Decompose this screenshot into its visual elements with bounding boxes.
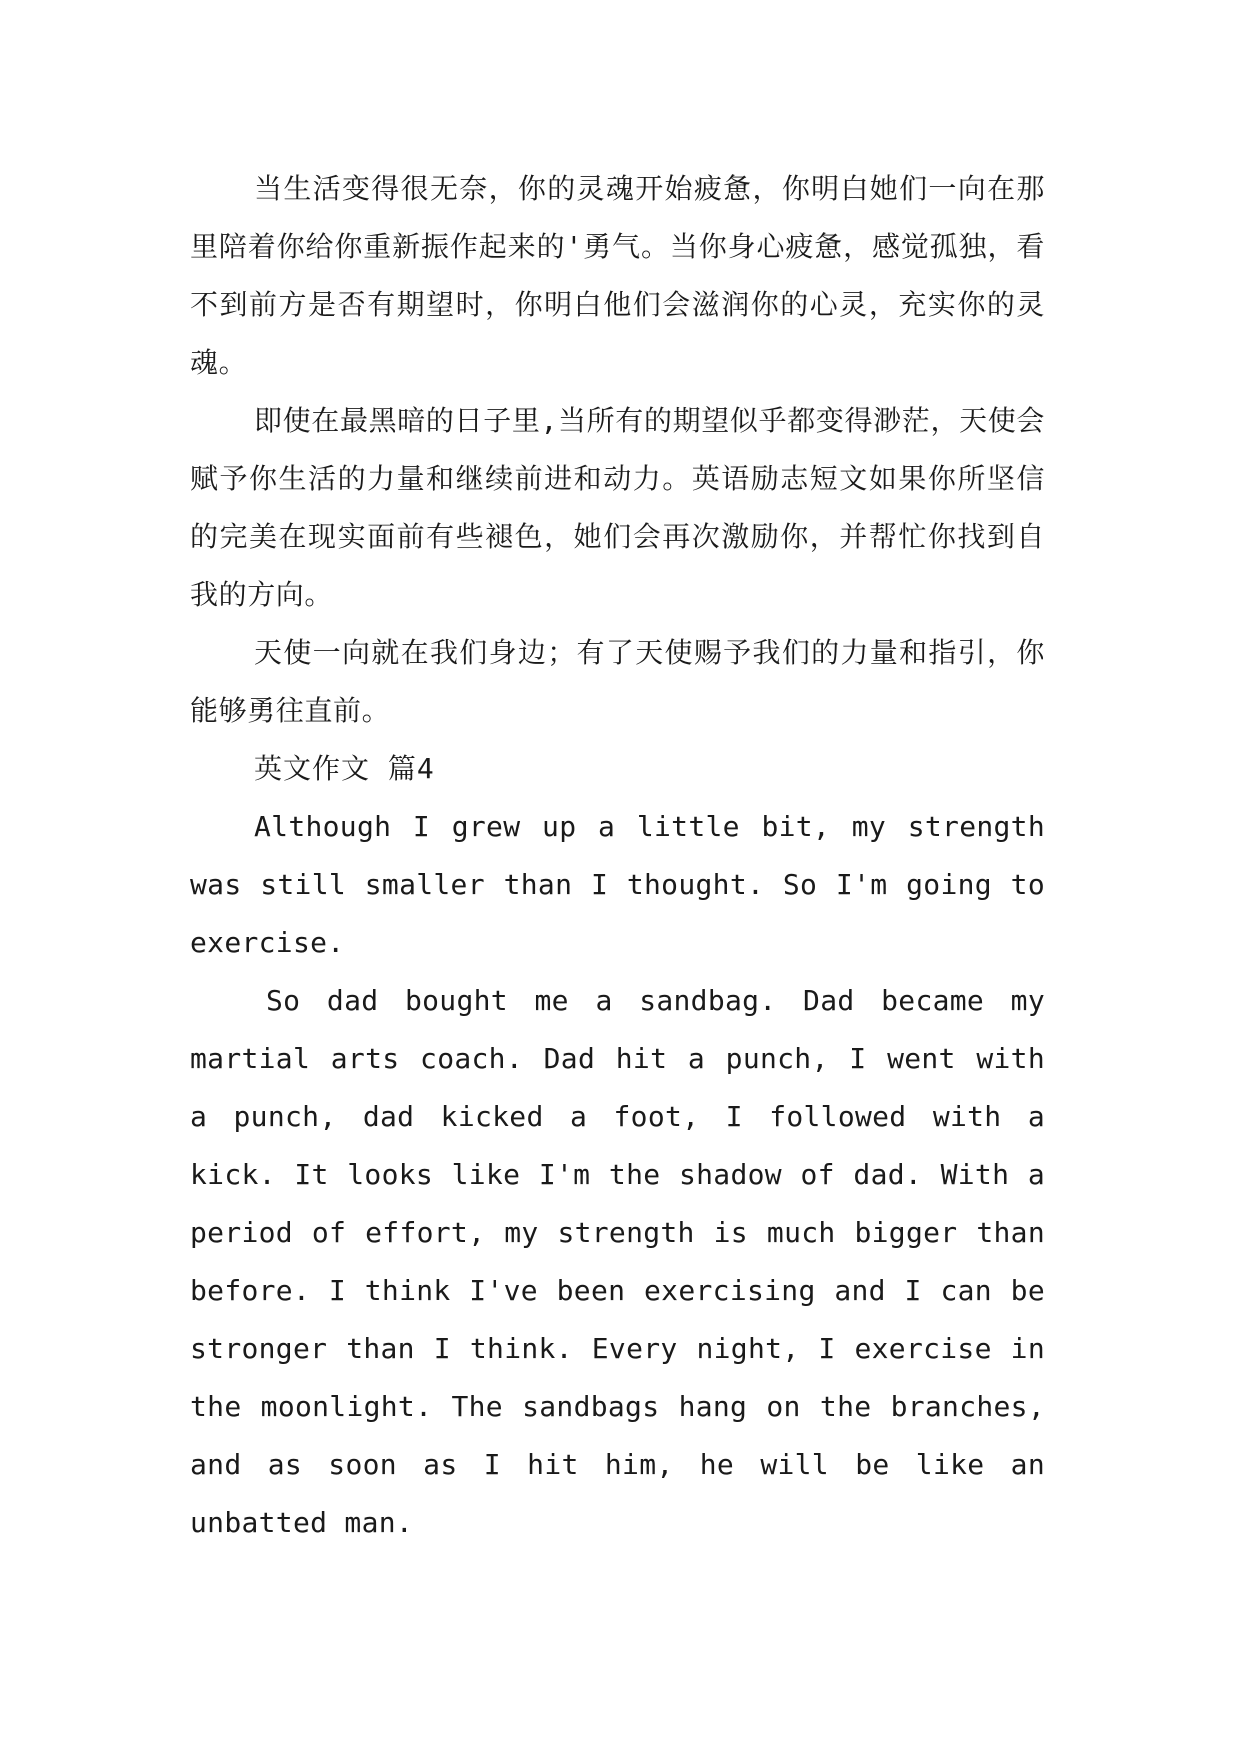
paragraph-angel-soul: 当生活变得很无奈，你的灵魂开始疲惫，你明白她们一向在那里陪着你给你重新振作起来的'勇气。当你身心疲惫，感觉孤独，看不到前方是否有期望时，你明白他们会滋润你的心灵，充实你的灵魂。 [190,172,1045,379]
paragraph-darkest-days: 即使在最黑暗的日子里,当所有的期望似乎都变得渺茫，天使会赋予你生活的力量和继续前进和动力。英语励志短文如果你所坚信的完美在现实面前有些褪色，她们会再次激励你，并帮忙你找到自我的方向。 [190,404,1045,611]
section-heading: 英文作文 篇4 [254,752,435,785]
paragraph-english-sandbag: So dad bought me a sandbag. Dad became my martial arts coach. Dad hit a punch, I went with a punch, dad kicked a foot, I followed with a kick. It looks like I'm the shadow of dad. With a period of effort, my strength is much bigger than before. I think I've been exercising and I can be stronger than I think. Every night, I exercise in the moonlight. The sandbags hang on the branches, and as soon as I hit him, he will be like an unbatted man. [190,984,1045,1539]
paragraph-english-strength: Although I grew up a little bit, my strength was still smaller than I thought. So I'm going to exercise. [190,810,1045,959]
document-body [190,160,1045,1552]
paragraph-angel-guidance: 天使一向就在我们身边；有了天使赐予我们的力量和指引，你能够勇往直前。 [190,636,1045,727]
